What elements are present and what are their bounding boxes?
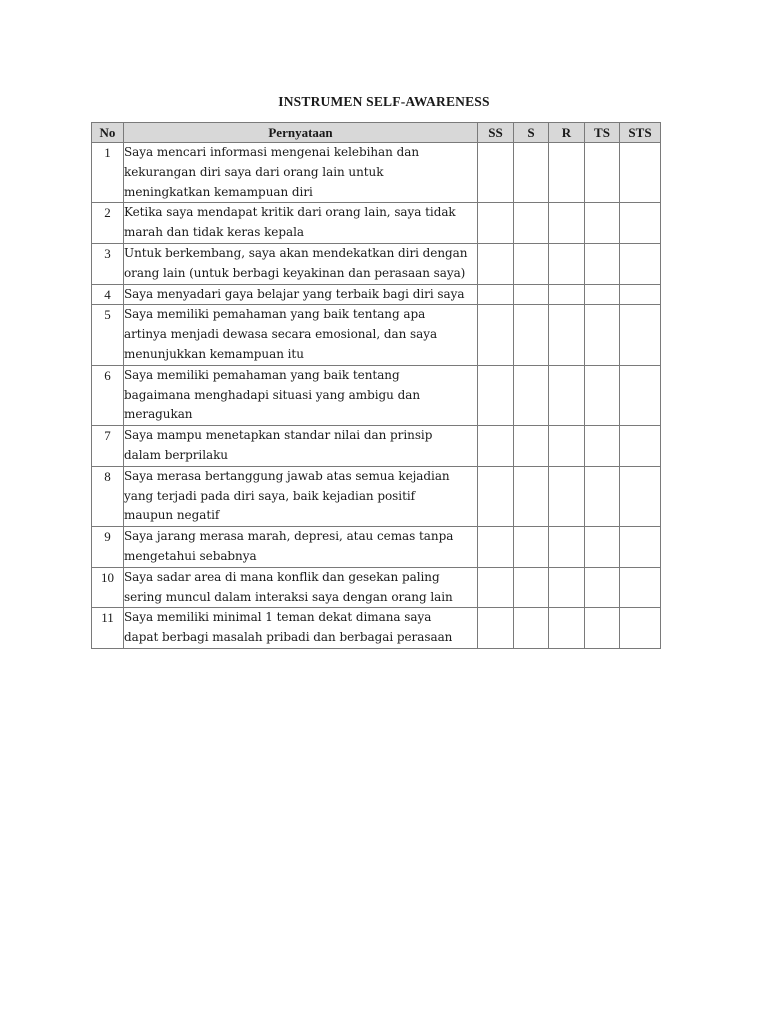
response-cell-sts[interactable]: [620, 608, 661, 649]
statement-line: Saya mampu menetapkan standar nilai dan prinsip: [124, 428, 433, 443]
response-cell-s[interactable]: [514, 567, 549, 608]
table-row: [92, 284, 661, 305]
statement-line: maupun negatif: [124, 508, 220, 523]
response-cell-ts[interactable]: [585, 567, 620, 608]
response-cell-ss[interactable]: [478, 567, 514, 608]
row-number: 2: [92, 203, 124, 244]
statement-line: menunjukkan kemampuan itu: [124, 346, 304, 361]
response-cell-sts[interactable]: [620, 284, 661, 305]
statement-line: artinya menjadi dewasa secara emosional, dan saya: [124, 327, 438, 342]
statement-line: orang lain (untuk berbagi keyakinan dan perasaan saya): [124, 265, 466, 280]
response-cell-sts[interactable]: [620, 466, 661, 526]
statement-line: yang terjadi pada diri saya, baik kejadian positif: [124, 488, 416, 503]
response-cell-ts[interactable]: [585, 365, 620, 425]
row-number: 7: [92, 426, 124, 467]
response-cell-ts[interactable]: [585, 305, 620, 365]
statement-line: Saya jarang merasa marah, depresi, atau cemas tanpa: [124, 529, 454, 544]
table-row: [92, 143, 661, 203]
statement-line: Ketika saya mendapat kritik dari orang lain, saya tidak: [124, 205, 456, 220]
statement-line: sering muncul dalam interaksi saya dengan orang lain: [124, 589, 453, 604]
response-cell-ss[interactable]: [478, 143, 514, 203]
row-number: 6: [92, 365, 124, 425]
statement-cell: [124, 426, 478, 467]
table-row: [92, 426, 661, 467]
header-r: R: [549, 123, 585, 143]
response-cell-sts[interactable]: [620, 567, 661, 608]
statement-line: Saya memiliki minimal 1 teman dekat dimana saya: [124, 610, 432, 625]
statement-line: Saya sadar area di mana konflik dan gesekan paling: [124, 569, 440, 584]
row-number: 10: [92, 567, 124, 608]
row-number: 4: [92, 284, 124, 305]
response-cell-ss[interactable]: [478, 203, 514, 244]
response-cell-sts[interactable]: [620, 305, 661, 365]
statement-cell: [124, 203, 478, 244]
statement-cell: [124, 365, 478, 425]
response-cell-r[interactable]: [549, 203, 585, 244]
header-sts: STS: [620, 123, 661, 143]
table-body: [92, 143, 661, 649]
statement-line: mengetahui sebabnya: [124, 548, 257, 563]
statement-line: meningkatkan kemampuan diri: [124, 184, 313, 199]
response-cell-r[interactable]: [549, 608, 585, 649]
response-cell-s[interactable]: [514, 284, 549, 305]
response-cell-r[interactable]: [549, 527, 585, 568]
response-cell-s[interactable]: [514, 426, 549, 467]
table-row: [92, 305, 661, 365]
response-cell-sts[interactable]: [620, 243, 661, 284]
statement-cell: [124, 305, 478, 365]
statement-line: Saya menyadari gaya belajar yang terbaik bagi diri saya: [124, 286, 465, 301]
self-awareness-table: [91, 122, 661, 649]
response-cell-sts[interactable]: [620, 203, 661, 244]
response-cell-sts[interactable]: [620, 143, 661, 203]
table-header-row: [92, 123, 661, 143]
table-row: [92, 365, 661, 425]
response-cell-sts[interactable]: [620, 426, 661, 467]
response-cell-sts[interactable]: [620, 527, 661, 568]
response-cell-ss[interactable]: [478, 305, 514, 365]
header-no: No: [92, 123, 124, 143]
statement-cell: [124, 243, 478, 284]
table-row: [92, 527, 661, 568]
response-cell-r[interactable]: [549, 466, 585, 526]
table-row: [92, 608, 661, 649]
table-row: [92, 466, 661, 526]
statement-line: dalam berprilaku: [124, 447, 228, 462]
response-cell-ts[interactable]: [585, 243, 620, 284]
response-cell-s[interactable]: [514, 608, 549, 649]
response-cell-r[interactable]: [549, 143, 585, 203]
response-cell-s[interactable]: [514, 143, 549, 203]
statement-line: Untuk berkembang, saya akan mendekatkan diri dengan: [124, 245, 468, 260]
statement-line: Saya memiliki pemahaman yang baik tentang apa: [124, 307, 426, 322]
response-cell-ts[interactable]: [585, 143, 620, 203]
response-cell-ss[interactable]: [478, 284, 514, 305]
statement-line: kekurangan diri saya dari orang lain untuk: [124, 164, 384, 179]
response-cell-s[interactable]: [514, 365, 549, 425]
response-cell-ss[interactable]: [478, 426, 514, 467]
response-cell-ts[interactable]: [585, 608, 620, 649]
response-cell-r[interactable]: [549, 567, 585, 608]
response-cell-s[interactable]: [514, 305, 549, 365]
response-cell-r[interactable]: [549, 426, 585, 467]
response-cell-ss[interactable]: [478, 527, 514, 568]
header-statement: Pernyataan: [124, 123, 478, 143]
response-cell-r[interactable]: [549, 284, 585, 305]
header-ss: SS: [478, 123, 514, 143]
statement-line: bagaimana menghadapi situasi yang ambigu dan: [124, 387, 420, 402]
statement-line: marah dan tidak keras kepala: [124, 225, 304, 240]
header-s: S: [514, 123, 549, 143]
statement-cell: [124, 466, 478, 526]
response-cell-ss[interactable]: [478, 466, 514, 526]
statement-line: Saya mencari informasi mengenai kelebihan dan: [124, 145, 420, 159]
statement-line: Saya memiliki pemahaman yang baik tentang: [124, 367, 400, 382]
response-cell-s[interactable]: [514, 203, 549, 244]
response-cell-sts[interactable]: [620, 365, 661, 425]
row-number: 11: [92, 608, 124, 649]
row-number: 3: [92, 243, 124, 284]
row-number: 1: [92, 143, 124, 203]
table-row: [92, 243, 661, 284]
statement-line: Saya merasa bertanggung jawab atas semua kejadian: [124, 468, 450, 483]
header-ts: TS: [585, 123, 620, 143]
response-cell-ts[interactable]: [585, 527, 620, 568]
response-cell-r[interactable]: [549, 365, 585, 425]
response-cell-ss[interactable]: [478, 243, 514, 284]
response-cell-r[interactable]: [549, 305, 585, 365]
statement-cell: [124, 143, 478, 203]
response-cell-s[interactable]: [514, 243, 549, 284]
response-cell-ss[interactable]: [478, 365, 514, 425]
statement-cell: [124, 284, 478, 305]
response-cell-s[interactable]: [514, 527, 549, 568]
response-cell-ts[interactable]: [585, 466, 620, 526]
response-cell-r[interactable]: [549, 243, 585, 284]
document-title: INSTRUMEN SELF-AWARENESS: [278, 94, 490, 109]
statement-cell: [124, 527, 478, 568]
row-number: 9: [92, 527, 124, 568]
response-cell-ts[interactable]: [585, 203, 620, 244]
row-number: 5: [92, 305, 124, 365]
response-cell-ts[interactable]: [585, 284, 620, 305]
statement-cell: [124, 608, 478, 649]
response-cell-ss[interactable]: [478, 608, 514, 649]
table-row: [92, 203, 661, 244]
statement-cell: [124, 567, 478, 608]
statement-line: meragukan: [124, 407, 193, 422]
table-row: [92, 567, 661, 608]
statement-line: dapat berbagi masalah pribadi dan berbagai perasaan: [124, 630, 453, 645]
response-cell-s[interactable]: [514, 466, 549, 526]
response-cell-ts[interactable]: [585, 426, 620, 467]
row-number: 8: [92, 466, 124, 526]
